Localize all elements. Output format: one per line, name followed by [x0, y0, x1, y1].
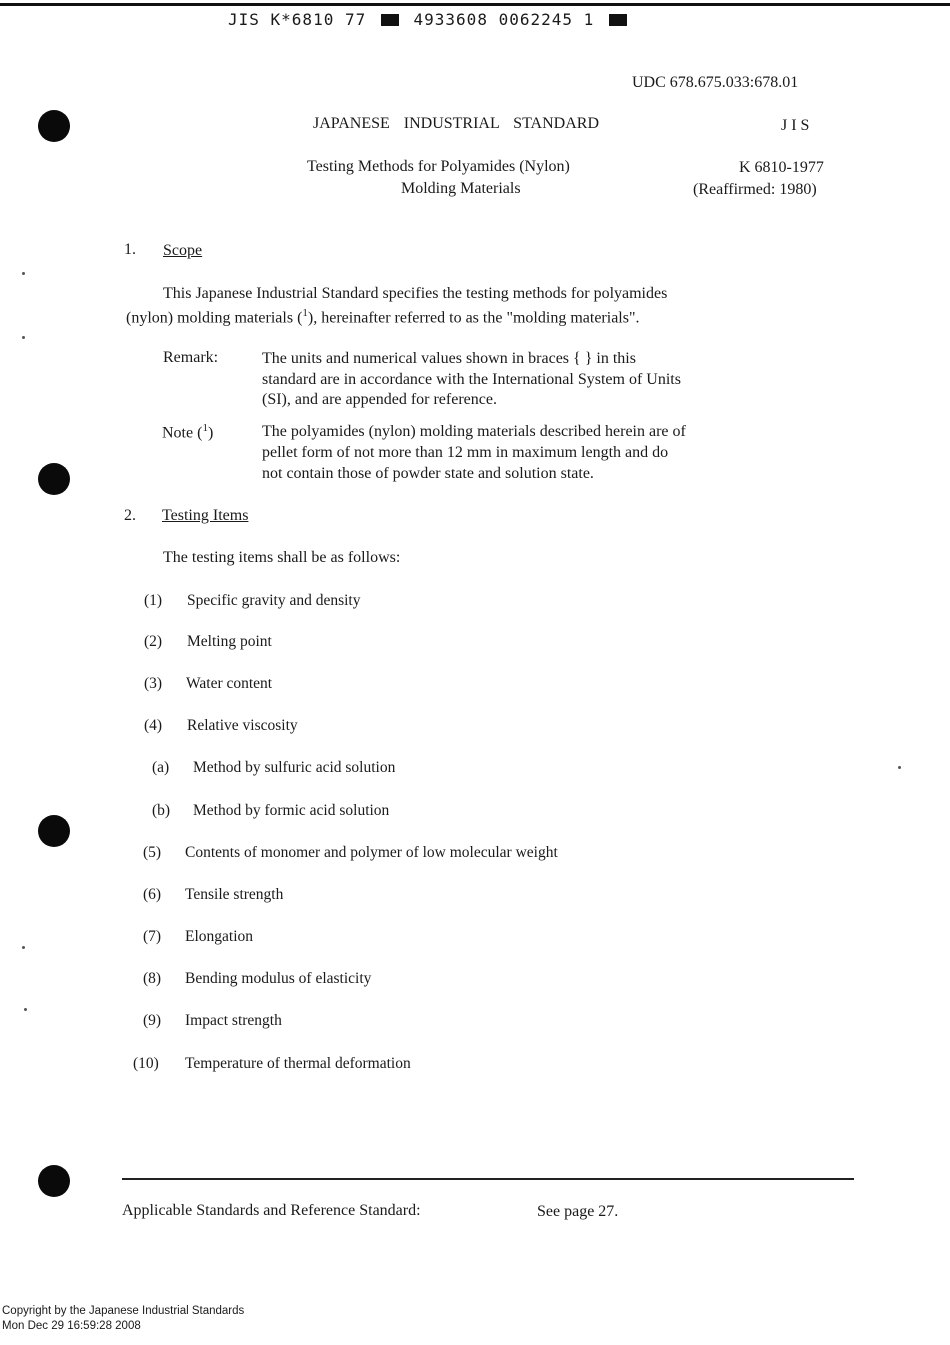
sub-item-text: Method by sulfuric acid solution	[193, 759, 396, 776]
copyright-notice	[2, 1304, 244, 1334]
punch-hole	[38, 815, 70, 847]
black-square-mark	[381, 14, 399, 26]
remark-label: Remark:	[163, 349, 219, 366]
footnote-rule	[122, 1178, 854, 1180]
scope-text-a: (nylon) molding materials (	[126, 309, 303, 327]
item-text: Relative viscosity	[187, 717, 298, 734]
reaffirmed-date: (Reaffirmed: 1980)	[693, 181, 817, 198]
item-number: (9)	[143, 1012, 162, 1029]
note-label-a: Note (	[162, 424, 203, 442]
title-line-2: Molding Materials	[401, 180, 521, 197]
udc-code: UDC 678.675.033:678.01	[632, 74, 799, 91]
section-1-number: 1.	[124, 241, 136, 258]
footnote-ref: 1	[302, 307, 308, 319]
section-1-heading: Scope	[163, 242, 203, 259]
item-number: (7)	[143, 928, 162, 945]
section-2-heading: Testing Items	[162, 507, 249, 524]
scan-speck	[898, 766, 901, 769]
see-page-reference: See page 27.	[537, 1203, 619, 1220]
title-line-1: Testing Methods for Polyamides (Nylon)	[307, 158, 570, 175]
item-number: (3)	[144, 675, 163, 692]
item-text: Water content	[186, 675, 273, 692]
scope-paragraph-line-2	[126, 307, 640, 327]
item-text: Specific gravity and density	[187, 592, 361, 609]
scan-speck	[22, 946, 25, 949]
copyright-line-2: Mon Dec 29 16:59:28 2008	[2, 1320, 141, 1332]
note-label	[162, 422, 213, 442]
item-number: (4)	[144, 717, 163, 734]
punch-hole	[38, 463, 70, 495]
punch-hole	[38, 1165, 70, 1197]
code-middle: 4933608 0062245 1	[413, 10, 595, 29]
item-text: Bending modulus of elasticity	[185, 970, 372, 987]
scan-speck	[22, 336, 25, 339]
remark-line-3: (SI), and are appended for reference.	[262, 391, 497, 408]
punch-hole	[38, 110, 70, 142]
note-line-1: The polyamides (nylon) molding materials described herein are of	[262, 423, 686, 440]
applicable-standards-label: Applicable Standards and Reference Standard:	[122, 1202, 421, 1219]
item-text: Impact strength	[185, 1012, 282, 1029]
item-number: (1)	[144, 592, 163, 609]
testing-items-intro: The testing items shall be as follows:	[163, 549, 401, 566]
item-number: (5)	[143, 844, 162, 861]
scan-speck	[24, 1008, 27, 1011]
item-number: (2)	[144, 633, 163, 650]
item-text: Tensile strength	[185, 886, 284, 903]
scope-text-b: ), hereinafter referred to as the "molding materials".	[307, 309, 640, 327]
item-text: Elongation	[185, 928, 254, 945]
standard-number: K 6810-1977	[739, 159, 824, 176]
code-left: JIS K*6810 77	[228, 10, 367, 29]
item-text: Contents of monomer and polymer of low molecular weight	[185, 844, 558, 861]
sub-item-text: Method by formic acid solution	[193, 802, 390, 819]
scan-speck	[22, 272, 25, 275]
item-text: Temperature of thermal deformation	[185, 1055, 411, 1072]
note-label-b: )	[207, 424, 214, 442]
note-line-2: pellet form of not more than 12 mm in maximum length and do	[262, 444, 669, 461]
item-text: Melting point	[187, 633, 272, 650]
note-footnote-number: 1	[202, 422, 208, 434]
top-border-line	[0, 3, 950, 6]
note-line-3: not contain those of powder state and solution state.	[262, 465, 594, 482]
item-number: (8)	[143, 970, 162, 987]
remark-line-2: standard are in accordance with the International System of Units	[262, 371, 681, 388]
item-number: (6)	[143, 886, 162, 903]
sub-item-number: (a)	[152, 759, 170, 776]
remark-line-1: The units and numerical values shown in braces { } in this	[262, 350, 636, 367]
copyright-line-1: Copyright by the Japanese Industrial Standards	[2, 1305, 245, 1317]
scope-paragraph-line-1: This Japanese Industrial Standard specifies the testing methods for polyamides	[163, 285, 668, 302]
item-number: (10)	[133, 1055, 159, 1072]
jis-mark: J I S	[781, 117, 810, 134]
black-square-mark	[609, 14, 627, 26]
sub-item-number: (b)	[152, 802, 171, 819]
section-2-number: 2.	[124, 507, 136, 524]
standard-organization: JAPANESE INDUSTRIAL STANDARD	[313, 115, 599, 132]
document-code-header	[228, 10, 631, 29]
